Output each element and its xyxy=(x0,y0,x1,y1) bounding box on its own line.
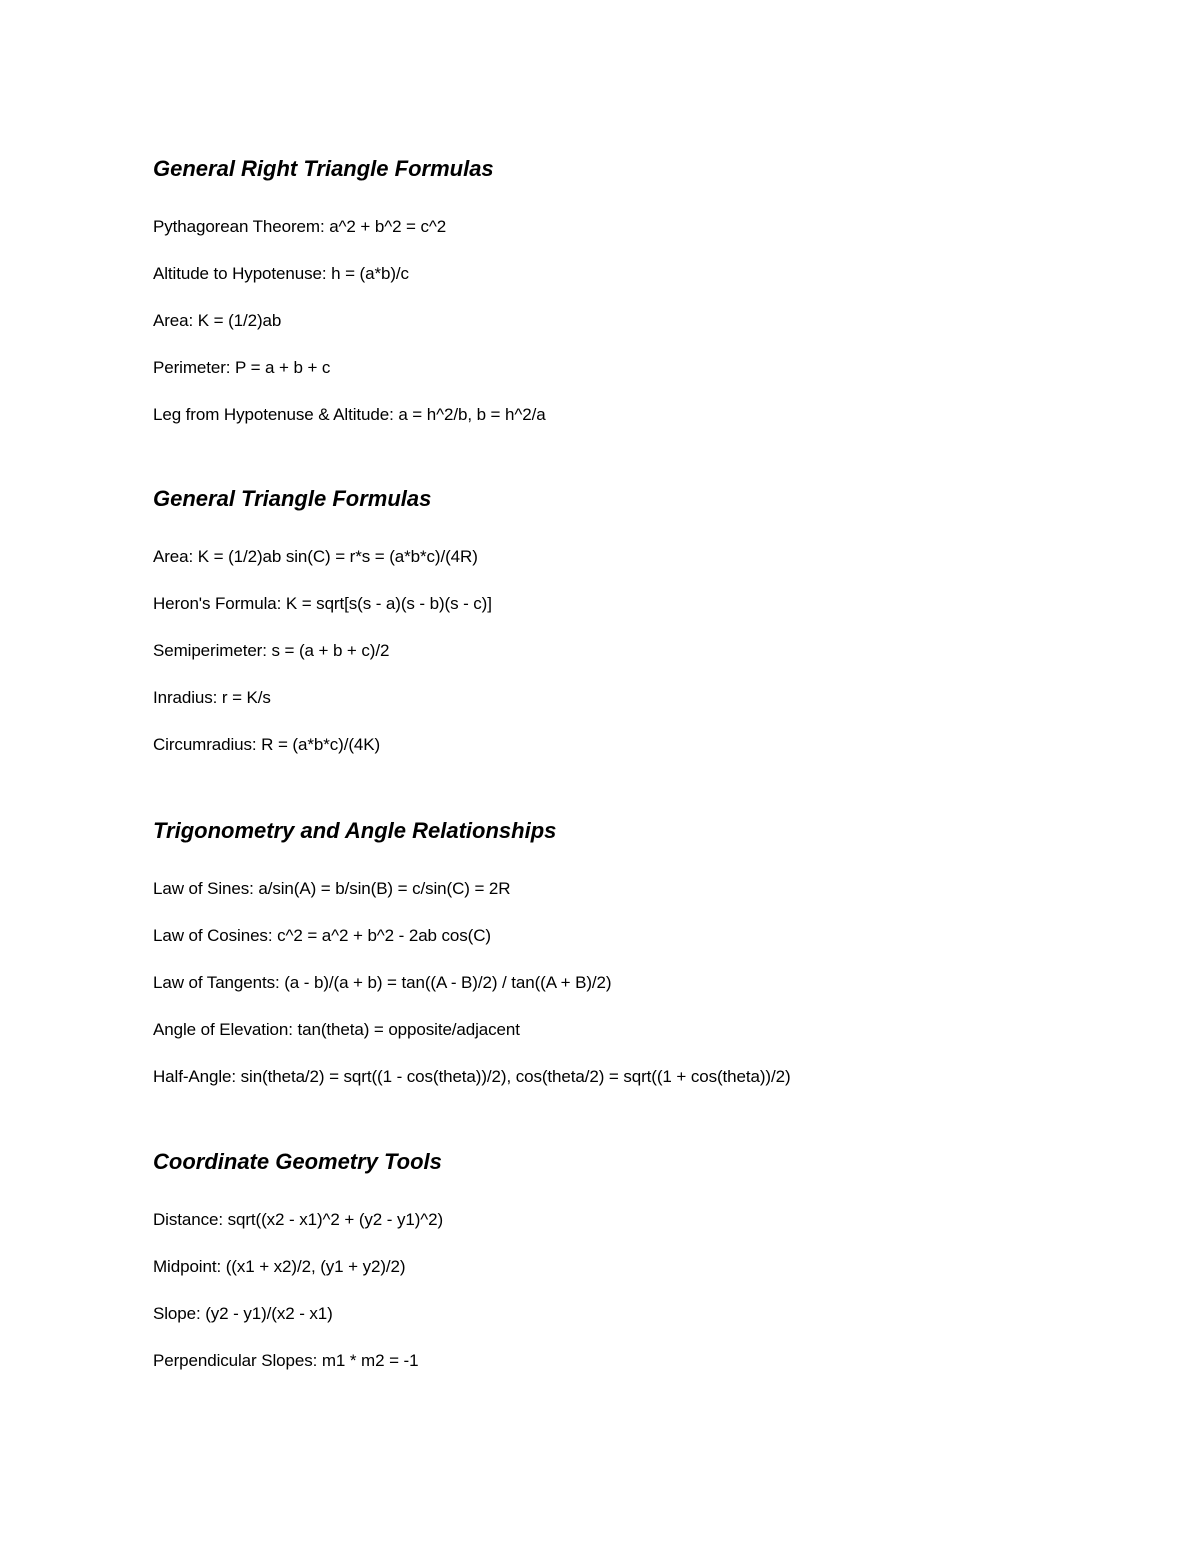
formula-line: Leg from Hypotenuse & Altitude: a = h^2/b, b = h^2/a xyxy=(153,405,546,424)
formula-list xyxy=(153,217,1113,425)
formula-line: Inradius: r = K/s xyxy=(153,688,271,707)
formula-line: Law of Tangents: (a - b)/(a + b) = tan((A - B)/2) / tan((A + B)/2) xyxy=(153,973,612,992)
section-heading: General Right Triangle Formulas xyxy=(153,156,494,181)
formula-line: Semiperimeter: s = (a + b + c)/2 xyxy=(153,641,390,660)
section-right-triangle-formulas xyxy=(153,156,1113,424)
section-heading: Trigonometry and Angle Relationships xyxy=(153,818,557,843)
formula-line: Midpoint: ((x1 + x2)/2, (y1 + y2)/2) xyxy=(153,1257,406,1276)
formula-line: Pythagorean Theorem: a^2 + b^2 = c^2 xyxy=(153,217,447,236)
formula-line: Circumradius: R = (a*b*c)/(4K) xyxy=(153,735,381,754)
formula-line: Perimeter: P = a + b + c xyxy=(153,358,331,377)
formula-list xyxy=(153,879,1113,1087)
section-heading: Coordinate Geometry Tools xyxy=(153,1149,442,1174)
section-general-triangle-formulas xyxy=(153,486,1113,754)
section-heading: General Triangle Formulas xyxy=(153,486,432,511)
formula-line: Area: K = (1/2)ab sin(C) = r*s = (a*b*c)/(4R) xyxy=(153,547,478,566)
formula-line: Heron's Formula: K = sqrt[s(s - a)(s - b)(s - c)] xyxy=(153,594,492,613)
formula-line: Law of Sines: a/sin(A) = b/sin(B) = c/sin(C) = 2R xyxy=(153,879,511,898)
formula-line: Perpendicular Slopes: m1 * m2 = -1 xyxy=(153,1351,419,1370)
formula-line: Law of Cosines: c^2 = a^2 + b^2 - 2ab cos(C) xyxy=(153,926,491,945)
formula-line: Distance: sqrt((x2 - x1)^2 + (y2 - y1)^2) xyxy=(153,1210,444,1229)
formula-line: Slope: (y2 - y1)/(x2 - x1) xyxy=(153,1304,333,1323)
formula-list xyxy=(153,1210,1113,1371)
formula-list xyxy=(153,547,1113,755)
section-trigonometry-angle-relationships xyxy=(153,818,1113,1086)
formula-line: Angle of Elevation: tan(theta) = opposite/adjacent xyxy=(153,1020,520,1039)
formula-line: Area: K = (1/2)ab xyxy=(153,311,282,330)
formula-line: Altitude to Hypotenuse: h = (a*b)/c xyxy=(153,264,409,283)
section-coordinate-geometry-tools xyxy=(153,1149,1113,1370)
formula-line: Half-Angle: sin(theta/2) = sqrt((1 - cos(theta))/2), cos(theta/2) = sqrt((1 + cos(theta))/2) xyxy=(153,1067,791,1086)
